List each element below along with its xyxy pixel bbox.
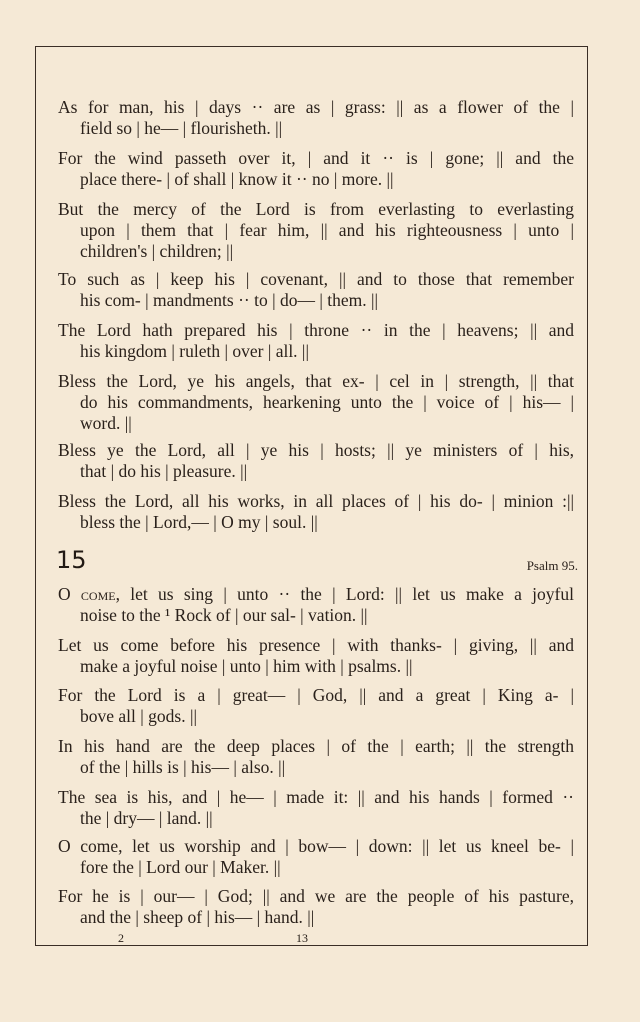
verse xyxy=(58,199,574,262)
verse xyxy=(58,886,574,928)
page-number: 13 xyxy=(296,931,308,945)
verse xyxy=(58,269,574,311)
verse-line: the | dry— | land. || xyxy=(80,808,213,828)
verse-line: bless the | Lord,— | O my | soul. || xyxy=(80,512,318,532)
verse-line: In his hand are the deep places | of the | earth; || the strength xyxy=(58,736,574,756)
verse-line: The Lord hath prepared his | throne ·· in the | heavens; || and xyxy=(58,320,574,340)
verse xyxy=(58,440,574,482)
verse-line: The sea is his, and | he— | made it: || and his hands | formed ·· xyxy=(58,787,574,807)
verse xyxy=(58,685,574,727)
verse xyxy=(58,97,574,139)
verse-line: his kingdom | ruleth | over | all. || xyxy=(80,341,309,361)
verse xyxy=(58,836,574,878)
verse-line: of the | hills is | his— | also. || xyxy=(80,757,286,777)
verse xyxy=(58,371,574,434)
verse-line: do his commandments, hearkening unto the | voice of | his— | xyxy=(80,392,574,412)
verse-line: and the | sheep of | his— | hand. || xyxy=(80,907,315,927)
verse-line: make a joyful noise | unto | him with | psalms. || xyxy=(80,656,413,676)
verse-line-rest: let us sing | unto ·· the | Lord: || let us make a joyful xyxy=(119,584,574,604)
verse-line: fore the | Lord our | Maker. || xyxy=(80,857,281,877)
verse-line: O come, let us worship and | bow— | down: || let us kneel be- | xyxy=(58,836,574,856)
verse-line: place there- | of shall | know it ·· no | more. || xyxy=(80,169,394,189)
verse-line: noise to the ¹ Rock of | our sal- | vation. || xyxy=(80,605,368,625)
opening-words: O come, xyxy=(58,584,120,604)
verse-line: Bless the Lord, ye his angels, that ex- | cel in | strength, || that xyxy=(58,371,574,391)
verse-line: Let us come before his presence | with thanks- | giving, || and xyxy=(58,635,574,655)
verse-line: But the mercy of the Lord is from everlasting to everlasting xyxy=(58,199,574,219)
verse xyxy=(58,787,574,829)
verse-line: bove all | gods. || xyxy=(80,706,197,726)
verse xyxy=(58,736,574,778)
verse-line: upon | them that | fear him, || and his righteousness | unto | xyxy=(80,220,574,240)
verse-line: his com- | mandments ·· to | do— | them. || xyxy=(80,290,378,310)
signature-mark: 2 xyxy=(118,931,124,945)
chant-number: 15 xyxy=(56,546,87,574)
verse-line: As for man, his | days ·· are as | grass: || as a flower of the | xyxy=(58,97,574,117)
verse-line: For he is | our— | God; || and we are the people of his pasture, xyxy=(58,886,574,906)
verse xyxy=(58,320,574,362)
psalm-reference: Psalm 95. xyxy=(526,558,578,573)
verse xyxy=(58,584,574,626)
verse-line xyxy=(58,584,574,605)
verse xyxy=(58,491,574,533)
verse-line: For the Lord is a | great— | God, || and a great | King a- | xyxy=(58,685,574,705)
verse-line: that | do his | pleasure. || xyxy=(80,461,248,481)
verse-line: To such as | keep his | covenant, || and to those that remember xyxy=(58,269,574,289)
verse-line: Bless ye the Lord, all | ye his | hosts; || ye ministers of | his, xyxy=(58,440,574,460)
verse-line: word. || xyxy=(80,413,132,433)
verse-line: For the wind passeth over it, | and it ·· is | gone; || and the xyxy=(58,148,574,168)
verse xyxy=(58,635,574,677)
verse-line: children's | children; || xyxy=(80,241,234,261)
verse-line: Bless the Lord, all his works, in all places of | his do- | minion :|| xyxy=(58,491,574,511)
verse xyxy=(58,148,574,190)
verse-line: field so | he— | flourisheth. || xyxy=(80,118,283,138)
